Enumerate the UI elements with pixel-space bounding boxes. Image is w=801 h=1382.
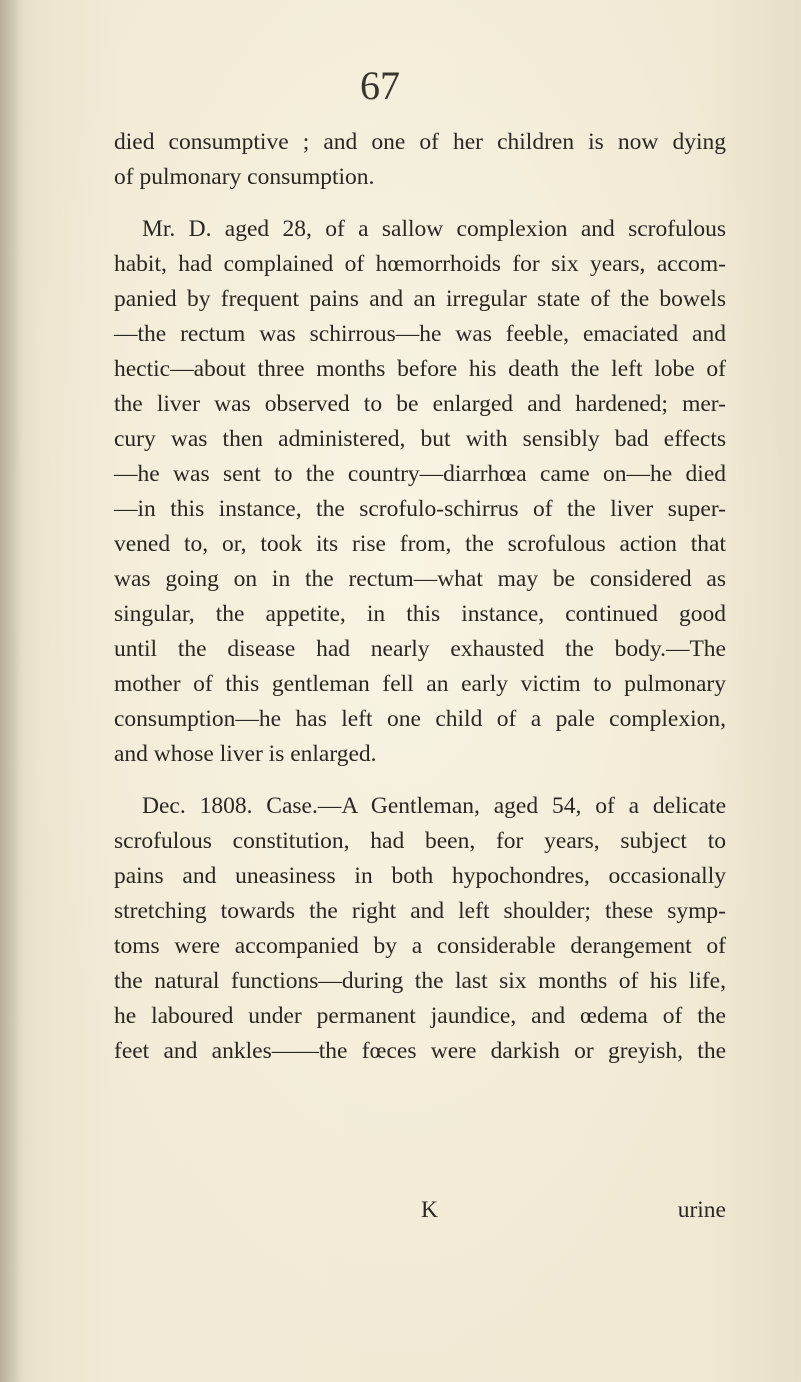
text-line: vened to, or, took its rise from, the scrofulous action that [114,531,726,557]
paragraph [114,125,726,195]
page-number: 67 [360,63,400,108]
spine-shadow [0,0,22,1382]
text-line: cury was then administered, but with sensibly bad effects [114,426,726,452]
catchword: urine [677,1197,726,1223]
text-line: —he was sent to the country—diarrhœa came on—he died [114,461,726,487]
text-line: and whose liver is enlarged. [114,741,377,767]
text-line: panied by frequent pains and an irregular state of the bowels [114,286,726,312]
text-line: he laboured under permanent jaundice, and œdema of the [114,1003,726,1029]
body-text [114,125,726,1069]
paragraph [114,212,726,772]
text-line: Dec. 1808. Case.—A Gentleman, aged 54, of a delicate [142,793,726,819]
paragraph [114,789,726,1069]
page-footer [114,1193,726,1228]
text-line: the liver was observed to be enlarged and hardened; mer- [114,391,726,417]
text-line: mother of this gentleman fell an early victim to pulmonary [114,671,726,697]
text-line: Mr. D. aged 28, of a sallow complexion and scrofulous [142,216,726,242]
text-line: stretching towards the right and left shoulder; these symp- [114,898,726,924]
text-line: feet and ankles——the fœces were darkish or greyish, the [114,1038,726,1064]
text-line: —in this instance, the scrofulo-schirrus of the liver super- [114,496,726,522]
text-line: the natural functions—during the last six months of his life, [114,968,726,994]
text-line: hectic—about three months before his death the left lobe of [114,356,726,382]
text-line: singular, the appetite, in this instance, continued good [114,601,726,627]
signature-mark: K [421,1197,438,1223]
text-line: until the disease had nearly exhausted the body.—The [114,636,726,662]
text-line: consumption—he has left one child of a pale complexion, [114,706,726,732]
text-line: habit, had complained of hœmorrhoids for six years, accom- [114,251,726,277]
text-line: toms were accompanied by a considerable derangement of [114,933,726,959]
text-line: —the rectum was schirrous—he was feeble, emaciated and [114,321,726,347]
text-line: scrofulous constitution, had been, for years, subject to [114,828,726,854]
text-line: of pulmonary consumption. [114,164,375,190]
text-line: pains and uneasiness in both hypochondres, occasionally [114,863,726,889]
text-line: died consumptive ; and one of her children is now dying [114,129,726,155]
text-line: was going on in the rectum—what may be considered as [114,566,726,592]
